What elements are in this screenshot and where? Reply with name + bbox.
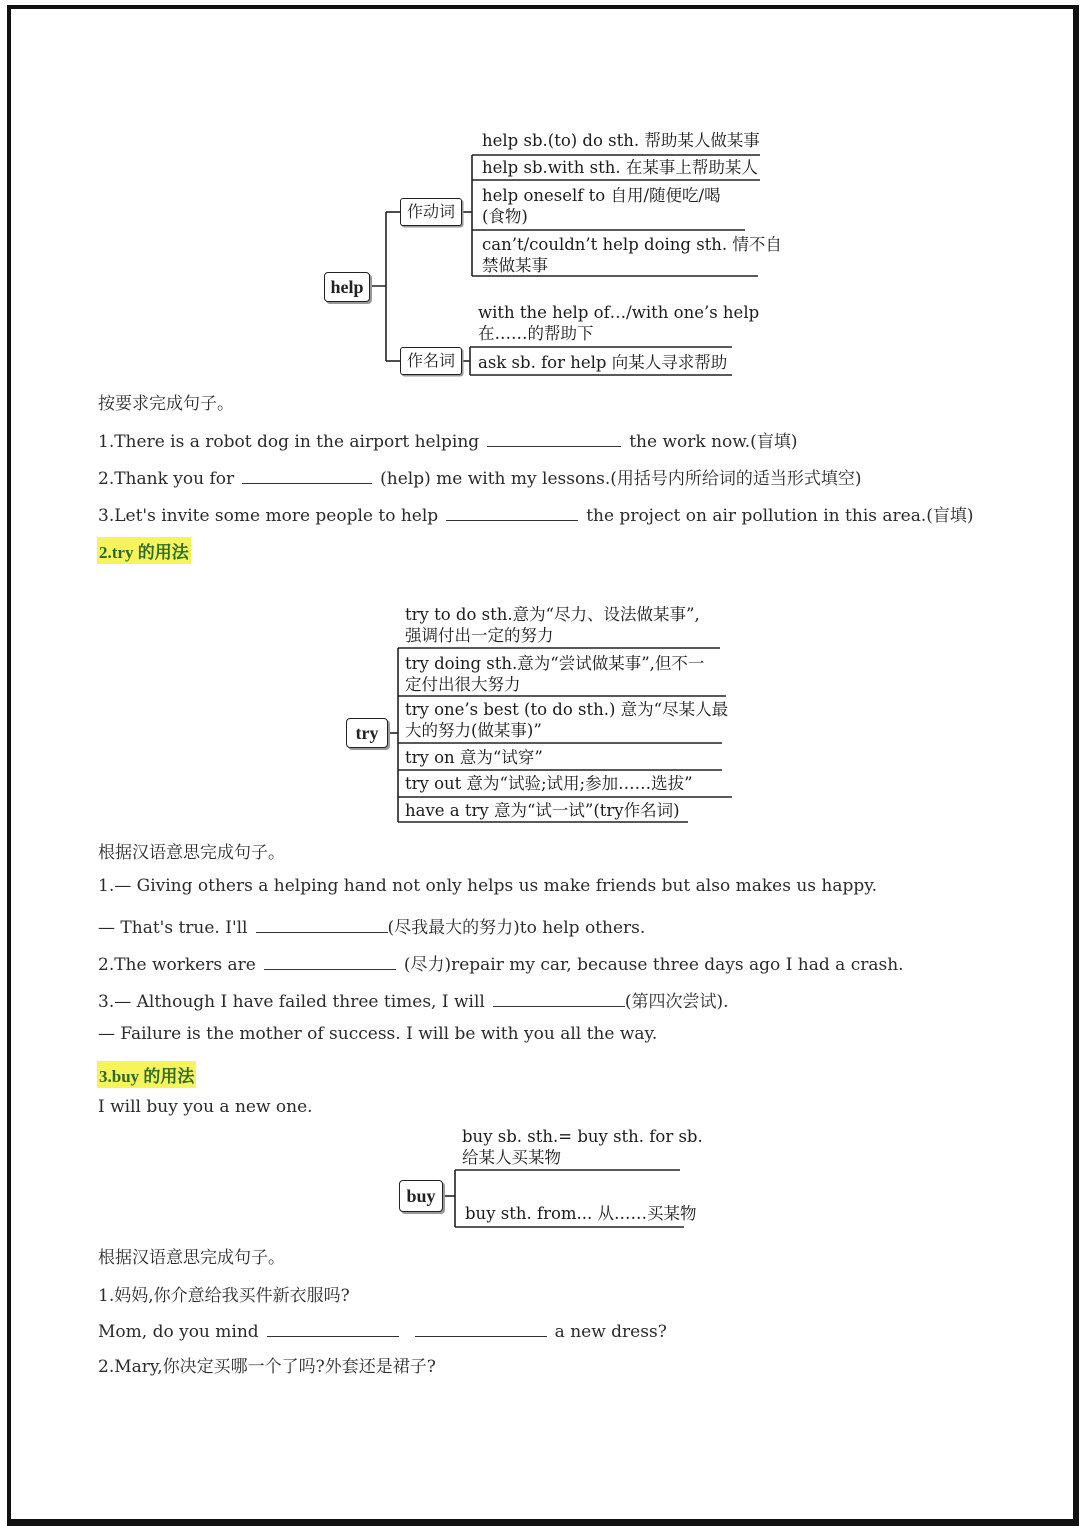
help-verb-item-3: help oneself to 自用/随便吃/喝 (482, 186, 721, 205)
try-item-3b: 大的努力(做某事)” (405, 721, 542, 740)
heading-try: 2.try 的用法 (97, 537, 191, 564)
try-item-2: try doing sth.意为“尝试做某事”,但不一 (405, 654, 705, 673)
q3-text-b: the project on air pollution in this area.(盲填) (586, 506, 974, 526)
try-item-5: try out 意为“试验;试用;参加……选拔” (405, 774, 693, 793)
answer-blank[interactable] (267, 1318, 399, 1337)
try-root-node: try (346, 718, 388, 748)
q1-reply-a: — That's true. I'll (98, 918, 248, 938)
buy-item-1: buy sb. sth.= buy sth. for sb. (462, 1127, 703, 1146)
section1-instruction: 按要求完成句子。 (98, 394, 234, 414)
section3-question-1-cn: 1.妈妈,你介意给我买件新衣服吗? (98, 1286, 350, 1306)
q1-reply-b: (尽我最大的努力)to help others. (387, 918, 646, 938)
section2-question-1: 1.— Giving others a helping hand not only helps us make friends but also makes us happy. (98, 876, 878, 896)
try-item-6: have a try 意为“试一试”(try作名词) (405, 801, 680, 820)
help-verb-item-2: help sb.with sth. 在某事上帮助某人 (482, 158, 758, 177)
try-item-4: try on 意为“试穿” (405, 748, 543, 767)
try-item-1b: 强调付出一定的努力 (405, 626, 554, 645)
section3-question-1 (98, 1318, 667, 1342)
try-item-3: try one’s best (to do sth.) 意为“尽某人最 (405, 700, 729, 719)
help-verb-item-3b: (食物) (482, 207, 528, 226)
buy-item-2: buy sth. from... 从……买某物 (465, 1204, 697, 1223)
help-verb-item-4b: 禁做某事 (482, 256, 548, 275)
help-verb-item-4: can’t/couldn’t help doing sth. 情不自 (482, 235, 782, 254)
q2-a: 2.The workers are (98, 955, 256, 975)
heading-buy: 3.buy 的用法 (97, 1061, 196, 1088)
help-noun-item-2: ask sb. for help 向某人寻求帮助 (478, 353, 728, 372)
section2-question-3-reply: — Failure is the mother of success. I will be with you all the way. (98, 1024, 658, 1044)
buy-item-1b: 给某人买某物 (462, 1148, 561, 1167)
q2-text-a: 2.Thank you for (98, 469, 235, 489)
q2-text-b: (help) me with my lessons.(用括号内所给词的适当形式填空) (380, 469, 862, 489)
q1-text-a: 1.There is a robot dog in the airport helping (98, 432, 480, 452)
buy-root-node: buy (399, 1180, 443, 1212)
s3-q1-a: Mom, do you mind (98, 1322, 259, 1342)
try-item-1: try to do sth.意为“尽力、设法做某事”, (405, 605, 700, 624)
section3-instruction: 根据汉语意思完成句子。 (98, 1248, 285, 1268)
q3-text-a: 3.Let's invite some more people to help (98, 506, 439, 526)
verb-node: 作动词 (400, 198, 462, 226)
q2-b: (尽力)repair my car, because three days ago I had a crash. (403, 955, 904, 975)
q3-b: (第四次尝试). (624, 992, 729, 1012)
s3-q1-b: a new dress? (554, 1322, 667, 1342)
help-noun-item-1: with the help of…/with one’s help (478, 303, 760, 322)
help-noun-item-1b: 在……的帮助下 (478, 324, 594, 343)
help-verb-item-1: help sb.(to) do sth. 帮助某人做某事 (482, 131, 760, 150)
section3-question-2-cn: 2.Mary,你决定买哪一个了吗?外套还是裙子? (98, 1357, 436, 1377)
answer-blank[interactable] (415, 1318, 547, 1337)
q3-a: 3.— Although I have failed three times, I will (98, 992, 485, 1012)
section2-instruction: 根据汉语意思完成句子。 (98, 843, 285, 863)
help-root-node: help (324, 272, 370, 302)
q1-text-b: the work now.(盲填) (629, 432, 798, 452)
try-item-2b: 定付出很大努力 (405, 675, 521, 694)
buy-example: I will buy you a new one. (98, 1097, 313, 1117)
noun-node: 作名词 (400, 347, 462, 375)
